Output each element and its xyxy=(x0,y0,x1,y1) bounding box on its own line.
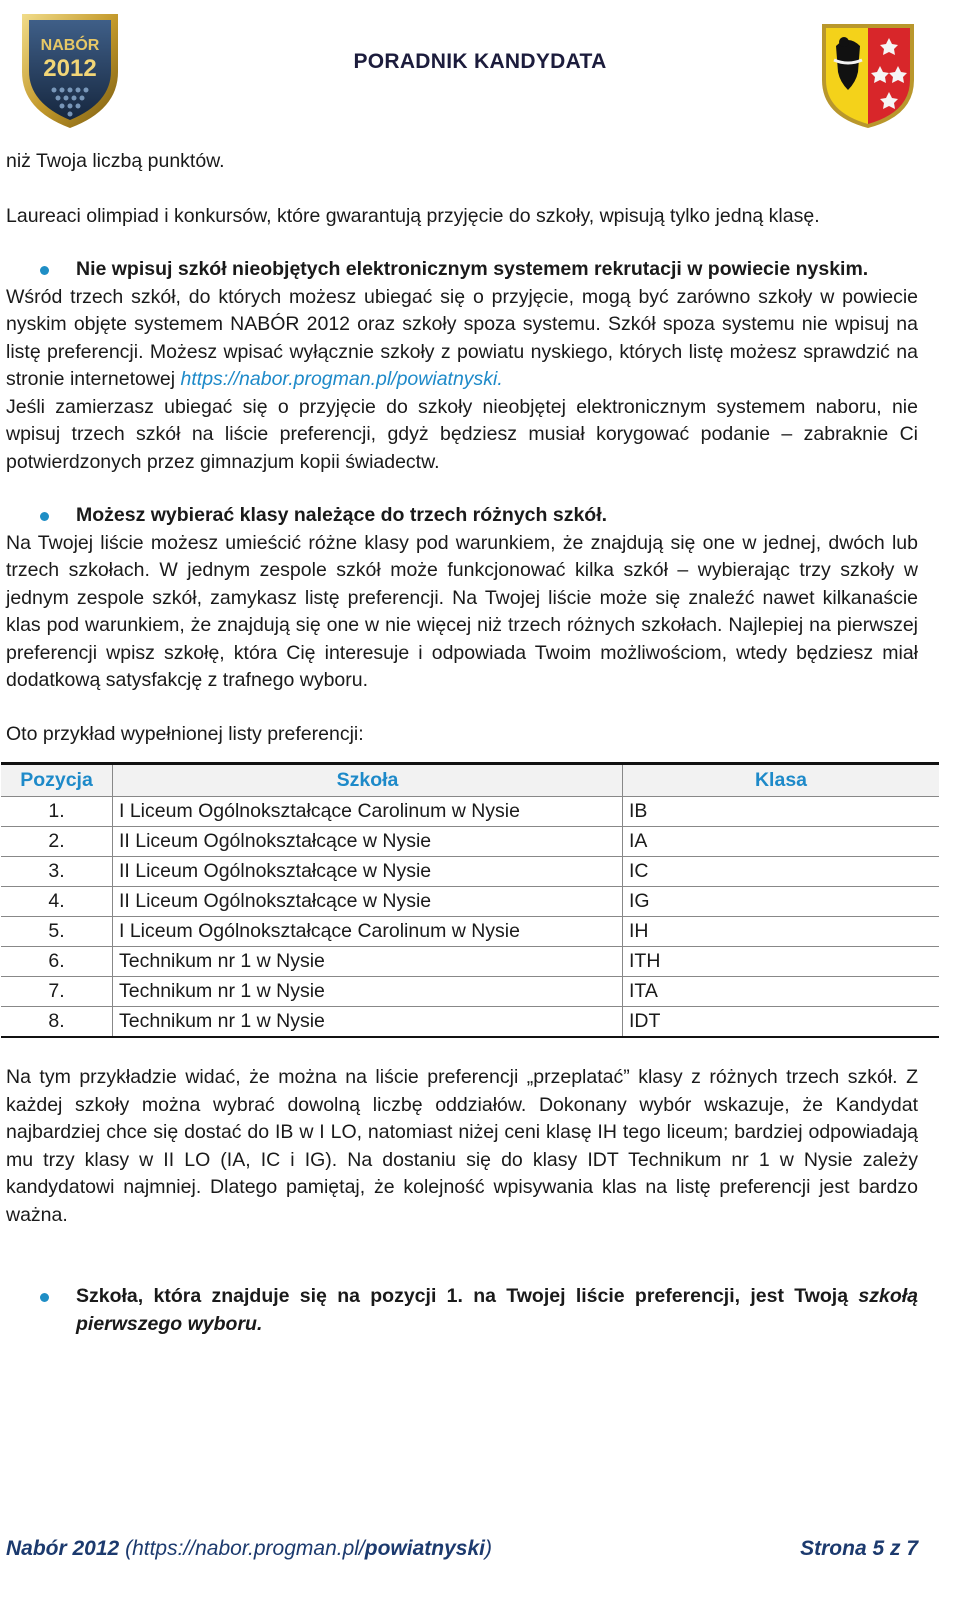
row-school: Technikum nr 1 w Nysie xyxy=(113,947,623,977)
page-number: Strona 5 z 7 xyxy=(800,1537,918,1560)
row-position: 6. xyxy=(1,947,113,977)
footer-brand: Nabór 2012 xyxy=(6,1537,120,1560)
page-footer xyxy=(6,1537,918,1567)
table-row xyxy=(1,917,939,947)
coat-of-arms-icon xyxy=(818,20,918,130)
footer-url-bold: powiatnyski xyxy=(364,1537,485,1560)
footer-url[interactable] xyxy=(125,1537,492,1560)
row-school: II Liceum Ogólnokształcące w Nysie xyxy=(113,857,623,887)
bullet-heading-first-choice xyxy=(6,1283,918,1338)
paragraph-outside-schools-2: Jeśli zamierzasz ubiegać się o przyjęcie do szkoły nieobjętej elektronicznym systemem naboru, nie wpisuj trzech szkół na liście preferencji, gdyż będziesz musiał korygować podanie – zabraknie Ci potwierdzonych przez gimnazjum kopii świadectw. xyxy=(6,395,918,473)
row-class: IH xyxy=(623,917,940,947)
bullet-heading-text: Szkoła, która znajduje się na pozycji 1. na Twojej liście preferencji, jest Twoją xyxy=(76,1285,849,1307)
footer-url-prefix: (https://nabor.progman.pl/ xyxy=(125,1537,365,1560)
row-class: ITA xyxy=(623,977,940,1007)
paragraph-three-schools: Na Twojej liście możesz umieścić różne klasy pod warunkiem, że znajdują się one w jednej, dwóch lub trzech szkołach. W jednym zespole szkół może funkcjonować kilka szkół – wybierając trzy szkoły w jednym zespole szkół, zamykasz listę preferencji. Na Twojej liście może się znaleźć nawet kilkanaście klas pod warunkiem, że znajdują się one w nie więcej niż trzech różnych szkołach. Najlepiej na pierwszej preferencji wpisz szkołę, która Cię interesuje i odpowiada Twoim możliwościom, wtedy będziesz miał dodatkową satysfakcję z trafnego wyboru. xyxy=(6,531,918,691)
row-position: 1. xyxy=(1,797,113,827)
paragraph-continuation: niż Twoja liczbą punktów. xyxy=(6,150,225,172)
row-class: IDT xyxy=(623,1007,940,1038)
powiatnyski-link[interactable]: https://nabor.progman.pl/powiatnyski. xyxy=(180,368,503,390)
column-header-position: Pozycja xyxy=(1,764,113,797)
logo-text-year: 2012 xyxy=(43,55,97,82)
row-class: IA xyxy=(623,827,940,857)
row-class: IB xyxy=(623,797,940,827)
row-school: II Liceum Ogólnokształcące w Nysie xyxy=(113,827,623,857)
table-row xyxy=(1,977,939,1007)
bullet-heading-text: Nie wpisuj szkół nieobjętych elektronicznym systemem rekrutacji w powiecie nyskim. xyxy=(76,258,869,280)
table-row xyxy=(1,1007,939,1038)
paragraph-example-summary: Na tym przykładzie widać, że można na liście preferencji „przeplatać” klasy z różnych trzech szkół. Z każdej szkoły można wybrać dowolną liczbę oddziałów. Dokonany wybór wskazuje, że Kandydat najbardziej chce się dostać do IB w I LO, natomiast niżej ceni klasę IH tego liceum; bardziej odpowiadają mu trzy klasy w II LO (IA, IC i IG). Na dostaniu się do klasy IDT Technikum nr 1 w Nysie zależy kandydatowi najmniej. Dlatego pamiętaj, że kolejność wpisywania klas na listę preferencji jest bardzo ważna. xyxy=(6,1066,918,1226)
bullet-icon xyxy=(40,266,49,275)
row-school: Technikum nr 1 w Nysie xyxy=(113,1007,623,1038)
row-class: IC xyxy=(623,857,940,887)
row-school: II Liceum Ogólnokształcące w Nysie xyxy=(113,887,623,917)
column-header-class: Klasa xyxy=(623,764,940,797)
table-row xyxy=(1,827,939,857)
paragraph-outside-schools-text: Wśród trzech szkół, do których możesz ubiegać się o przyjęcie, mogą być zarówno szkoły w powiecie nyskim objęte systemem NABÓR 2012 oraz szkoły spoza systemu. Szkół spoza systemu nie wpisuj na listę preferencji. Możesz wpisać wyłącznie szkoły z powiatu nyskiego, których listę możesz sprawdzić na stronie internetowej xyxy=(6,285,918,390)
page-content xyxy=(6,148,918,1338)
paragraph-laureates: Laureaci olimpiad i konkursów, które gwarantują przyjęcie do szkoły, wpisują tylko jedną klasę. xyxy=(6,204,820,227)
column-header-school: Szkoła xyxy=(113,764,623,797)
row-school: I Liceum Ogólnokształcące Carolinum w Nysie xyxy=(113,917,623,947)
row-position: 3. xyxy=(1,857,113,887)
paragraph-outside-schools xyxy=(6,284,918,394)
row-class: IG xyxy=(623,887,940,917)
row-position: 5. xyxy=(1,917,113,947)
footer-url-suffix: ) xyxy=(484,1537,492,1560)
row-position: 2. xyxy=(1,827,113,857)
bullet-heading-no-outside-schools xyxy=(6,256,918,284)
page-header xyxy=(0,0,960,140)
row-position: 8. xyxy=(1,1007,113,1038)
table-row xyxy=(1,797,939,827)
row-class: ITH xyxy=(623,947,940,977)
bullet-heading-text: Możesz wybierać klasy należące do trzech różnych szkół. xyxy=(76,504,608,526)
row-school: Technikum nr 1 w Nysie xyxy=(113,977,623,1007)
logo-text-nabor: NABÓR xyxy=(40,37,100,54)
row-school: I Liceum Ogólnokształcące Carolinum w Nysie xyxy=(113,797,623,827)
table-row xyxy=(1,887,939,917)
bullet-heading-three-schools xyxy=(6,502,918,530)
table-row xyxy=(1,947,939,977)
nabor-2012-logo xyxy=(14,10,126,132)
first-choice-emphasis: szkołą pierwszego wyboru. xyxy=(76,1285,918,1335)
table-header-row xyxy=(1,764,939,797)
paragraph-example-intro: Oto przykład wypełnionej listy preferencji: xyxy=(6,722,364,745)
bullet-icon xyxy=(40,1293,49,1302)
table-row xyxy=(1,857,939,887)
bullet-icon xyxy=(40,512,49,521)
row-position: 4. xyxy=(1,887,113,917)
preference-table xyxy=(1,762,939,1038)
header-title: PORADNIK KANDYDATA xyxy=(353,50,607,73)
row-position: 7. xyxy=(1,977,113,1007)
